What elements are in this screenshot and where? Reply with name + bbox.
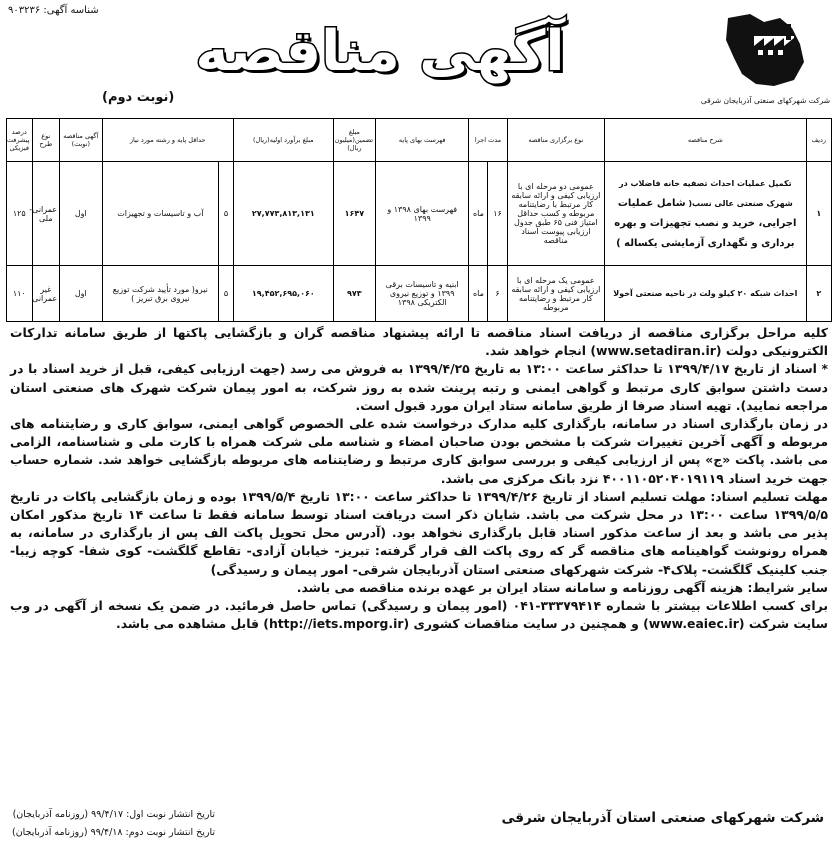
round-label: (نوبت دوم) (102, 90, 175, 105)
plan-type: عمرانی- ملی (32, 162, 60, 266)
publish-first: تاریخ انتشار نوبت اول: ۹۹/۴/۱۷ (روزنامه آذربایجان) (12, 809, 216, 820)
grade-value: ۵ (219, 266, 234, 322)
notice-body (10, 324, 828, 633)
header-cell: نوع طرح (32, 119, 60, 162)
page-title: آگهی مناقصه (195, 19, 565, 84)
price-list: ابنیه و تاسیسات برقی ۱۳۹۹ و توزیع نیروی الکتریکی ۱۳۹۸ (376, 266, 469, 322)
company-signature: شرکت شهرکهای صنعتی استان آذربایجان شرقی (501, 810, 824, 826)
company-logo (700, 10, 830, 105)
estimate-amount: ۱۹,۴۵۲,۶۹۵,۰۶۰ (233, 266, 333, 322)
header-cell: نوع برگزاری مناقصه (507, 119, 605, 162)
guarantee-amount: ۹۷۳ (333, 266, 375, 322)
paragraph-upload: در زمان بارگذاری اسناد در سامانه، بارگذاری کلیه مدارک درخواست شده علی الخصوص گواهی ایمنی، سوابق کاری و رضایتنامه های مربوطه و آگهی آخرین تغییرات شرکت با مشخص بودن صاحبان امضاء و شناسه ملی شرکت همراه با کارت ملی و شناسنامه، الزامی می باشد. پاکت «ج» پس از ارزیابی کیفی و بررسی سوابق کاری مرتبط و رضایتنامه های مربوطه بازگشایی خواهد شد. شماره حساب جهت خرید اسناد ۴۰۰۱۱۰۵۲۰۴۰۱۹۱۱۹ نزد بانک مرکزی می باشد. (10, 416, 828, 486)
tender-table (6, 118, 832, 322)
header-cell: ردیف (806, 119, 831, 162)
description-detail: شامل عملیات اجرایی، خرید و نصب تجهیزات و بهره برداری و نگهداری آزمایشی یکساله ) (614, 197, 797, 249)
paragraph-contact: برای کسب اطلاعات بیشتر با شماره ۳۳۳۷۹۴۱۴-۰۴۱ (امور پیمان و رسیدگی) تماس حاصل فرمائید. در ضمن یک نسخه از آگهی در وب سایت شرکت (www.eaiec.ir) و همچنین در سایت مناقصات کشوری (http://iets.mporg.ir) قابل مشاهده می باشد. (10, 598, 829, 632)
paragraph-process: کلیه مراحل برگزاری مناقصه از دریافت اسناد مناقصه تا ارائه پیشنهاد مناقصه گران و بازگشایی پاکتها از طریق سامانه تدارکات الکترونیکی دولت (www.setadiran.ir) انجام خواهد شد. (10, 325, 828, 359)
required-field: نیرو( مورد تأیید شرکت توزیع نیروی برق تبریز ) (102, 266, 219, 322)
header-cell: آگهی مناقصه (نوبت) (60, 119, 102, 162)
ad-id: شناسه آگهی: ۹۰۳۲۳۶ (8, 5, 99, 16)
header-cell: فهرست بهای پایه (376, 119, 469, 162)
tender-type: عمومی دو مرحله ای با ارزیابی کیفی و ارائه سابقه کار مرتبط با رضایتنامه مربوطه و کسب حداقل امتیاز فنی ۶۵ طبق جدول ارزیابی پیوست اسناد مناقصه (507, 162, 605, 266)
factory-map-icon (720, 10, 810, 90)
publish-second: تاریخ انتشار نوبت دوم: ۹۹/۴/۱۸ (روزنامه آذربایجان) (12, 827, 216, 838)
row-number: ۲ (806, 266, 831, 322)
ad-round: اول (60, 162, 102, 266)
paragraph-deadline: مهلت تسلیم اسناد: مهلت تسلیم اسناد از تاریخ ۱۳۹۹/۴/۲۶ تا حداکثر ساعت ۱۳:۰۰ تاریخ ۱۳۹۹/۵/۴ بوده و زمان بازگشایی پاکات در تاریخ ۱۳۹۹/۵/۵ ساعت ۱۳:۰۰ در محل شرکت می باشد. شایان ذکر است دریافت اسناد توسط سامانه فقط تا ساعت ۱۴ تاریخ مذکور امکان پذیر می باشد و بعد از ساعت مذکور اسناد قابل بارگذاری نخواهد بود. (آدرس محل تحویل پاکت الف پس از بارگذاری در سامانه، به همراه رونوشت گواهینامه های مناقصه گر که روی پاکت الف قرار گرفته: تبریز- خیابان آزادی- تقاطع گلگشت- کوی شفا- کوچه زیبا- جنب کلینیک گلگشت- پلاک۴- شرکت شهرکهای صنعتی استان آذربایجان شرقی- امور پیمان و رسیدگی) (10, 488, 829, 577)
duration-value: ۱۶ (488, 162, 507, 266)
duration-unit: ماه (469, 162, 488, 266)
physical-progress: ۱۲۵ (7, 162, 33, 266)
header-cell: حداقل پایه و رشته مورد نیاز (102, 119, 233, 162)
header-cell: مدت اجرا (469, 119, 507, 162)
table-row (7, 266, 832, 322)
row-number: ۱ (806, 162, 831, 266)
title-area (170, 12, 590, 92)
logo-caption: شرکت شهرکهای صنعتی آذربایجان شرقی (700, 96, 830, 105)
header-cell: مبلغ برآورد اولیه(ریال) (233, 119, 333, 162)
paragraph-conditions: سایر شرایط: هزینه آگهی روزنامه و سامانه ستاد ایران بر عهده برنده مناقصه می باشد. (296, 579, 828, 595)
description-main: تکمیل عملیات احداث تصفیه خانه فاضلاب در شهرک صنعتی عالی نسب( (619, 178, 793, 208)
physical-progress: ۱۱۰ (7, 266, 33, 322)
duration-value: ۶ (488, 266, 507, 322)
table-row (7, 162, 832, 266)
required-field: آب و تاسیسات و تجهیزات (102, 162, 219, 266)
tender-description (605, 266, 806, 322)
duration-unit: ماه (469, 266, 488, 322)
publication-dates (12, 806, 215, 842)
paragraph-documents: * اسناد از تاریخ ۱۳۹۹/۴/۱۷ تا حداکثر ساعت ۱۳:۰۰ به تاریخ ۱۳۹۹/۴/۲۵ به فروش می رسد (جهت ارزیابی کیفی، قبل از خرید اسناد با در دست داشتن سوابق کاری مرتبط و گواهی ایمنی و رتبه پرینت شده به روز شرکت، به امور پیمان شرکت شهرک های صنعتی استان مراجعه نمایید). تهیه اسناد صرفا از طریق سامانه ستاد ایران مورد قبول است. (10, 361, 828, 413)
guarantee-amount: ۱۶۴۷ (333, 162, 375, 266)
price-list: فهرست بهای ۱۳۹۸ و ۱۳۹۹ (376, 162, 469, 266)
description-main: احداث شبکه ۲۰ کیلو ولت در ناحیه صنعتی آخولا (613, 288, 798, 298)
tender-type: عمومی یک مرحله ای با ارزیابی کیفی و ارائه سابقه کار مرتبط و رضایتنامه مربوطه (507, 266, 605, 322)
estimate-amount: ۲۷,۷۷۳,۸۱۳,۱۳۱ (233, 162, 333, 266)
header-cell: درصد پیشرفت فیزیکی (7, 119, 33, 162)
table-header-row (7, 119, 832, 162)
ad-round: اول (60, 266, 102, 322)
header-cell: مبلغ تضمین(میلیون ریال) (333, 119, 375, 162)
grade-value: ۵ (219, 162, 234, 266)
plan-type: غیر عمرانی (32, 266, 60, 322)
header-cell: شرح مناقصه (605, 119, 806, 162)
tender-description (605, 162, 806, 266)
